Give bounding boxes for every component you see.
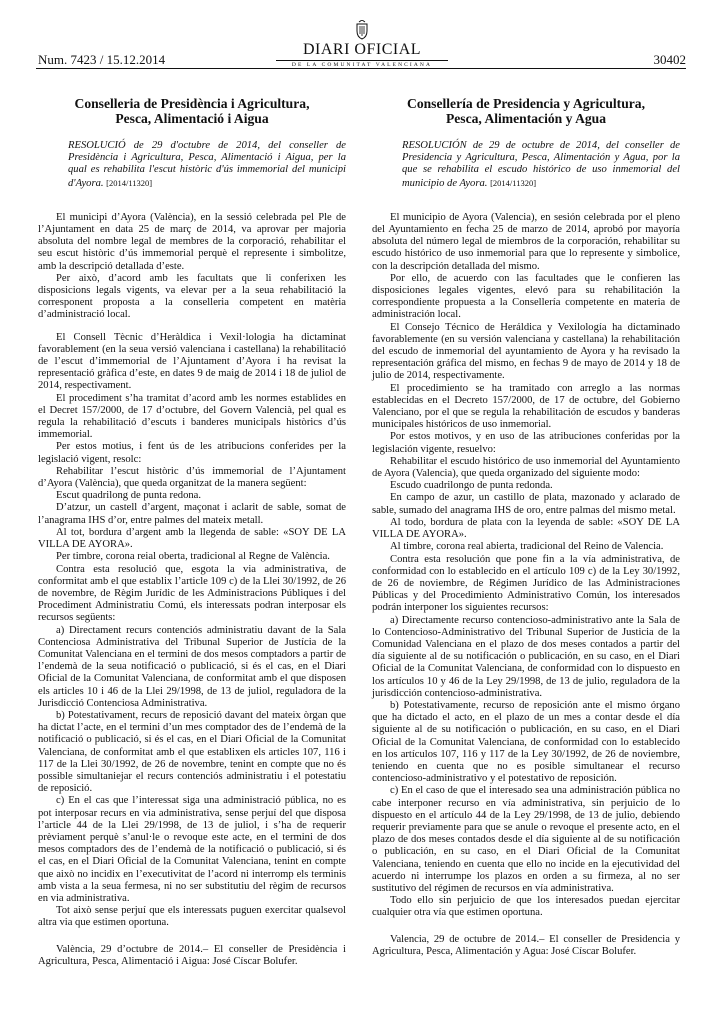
body-paragraph: Por ello, de acuerdo con las facultades que le confieren las disposiciones legales vigentes, elevó para su rehabilitación la correspondiente propuesta a la Consellería competente en materia de administración local. <box>372 272 680 321</box>
heading-line-2: Pesca, Alimentació i Aigua <box>115 111 269 126</box>
page-header <box>0 0 724 72</box>
body-paragraph: Tot això sense perjuí que els interessats puguen exercitar qualsevol altra via que estimen oportuna. <box>38 905 346 929</box>
heading-line-1: Conselleria de Presidència i Agricultura, <box>74 96 310 111</box>
heading-line-1: Consellería de Presidencia y Agricultura, <box>407 96 645 111</box>
body-paragraph: Per això, d’acord amb les facultats que li conferixen les disposicions legals vigents, va elevar per a la seua rehabilitació la corresponent proposta a la conselleria competent en matèria d’administració local. <box>38 272 346 321</box>
diari-oficial-logo <box>276 20 448 68</box>
body-paragraph: Al todo, bordura de plata con la leyenda de sable: «SOY DE LA VILLA DE AYORA». <box>372 516 680 541</box>
body-paragraph: Al timbre, corona real abierta, tradicional del Reino de Valencia. <box>390 541 664 553</box>
body-paragraph: a) Directament recurs contenciós administratiu davant de la Sala Contenciosa Administrativa del Tribunal Superior de Justícia de la Comunitat Valenciana en el termini de dos mesos comptadors a partir de l’endemà de la seua notificació o publicació, si és el cas, en el Diari Oficial de la Comunitat Valenciana, de conformitat amb el que disposen els articles 10 i 46 de la Llei 29/1998, de 13 de juliol, reguladora de la Jurisdicció Contenciosa Administrativa. <box>38 624 346 709</box>
resolution-ref: [2014/11320] <box>106 177 153 188</box>
body-paragraph: Escudo cuadrilongo de punta redonda. <box>390 480 553 492</box>
body-paragraph: b) Potestativament, recurs de reposició davant del mateix òrgan que ha dictat l’acte, en el termini d’un mes comptador des de l’endemà de la notificació o publicació, si és el cas, en el Diari Oficial de la Comunitat Valenciana, de conformitat amb el que establixen els articles 107, 116 i 117 de la Llei 30/1992, de 26 de novembre, tenint en compte que no és possible simultaniejar el recurs contenciós administratiu i el potestatiu de reposició. <box>38 709 346 795</box>
body-paragraph: Todo ello sin perjuicio de que los interesados puedan ejercitar cualquier otra vía que estimen oportuna. <box>372 895 680 919</box>
body-paragraph: Rehabilitar el escudo histórico de uso inmemorial del Ayuntamiento de Ayora (Valencia), que queda organizado del siguiente modo: <box>372 455 680 480</box>
body-paragraph: El Consejo Técnico de Heráldica y Vexilología ha dictaminado favorablemente (en su versión valenciana y castellana) la rehabilitación del escudo de inmemorial del ayuntamiento de Ayora y ha revisado la representación gráfica del mismo, en fechas 9 de mayo de 2014 y 18 de julio de 2014, respectivamente. <box>372 321 680 382</box>
body-paragraph: a) Directamente recurso contencioso-administrativo ante la Sala de lo Contencioso-Administrativo del Tribunal Superior de Justicia de la Comunidad Valenciana en el plazo de dos meses contados a partir del día siguiente al de su notificación o publicación, en su caso, en el Diari Oficial de la Comunitat Valenciana, de conformidad con lo dispuesto en los artículos 10 y 46 de la Ley 29/1998, de 13 de julio, reguladora de la jurisdicción contencioso-administrativa. <box>372 614 680 699</box>
body-paragraph: Per estos motius, i fent ús de les atribucions conferides per la legislació vigent, resolc: <box>38 441 346 465</box>
body-paragraph: Contra esta resolución que pone fin a la vía administrativa, de conformidad con lo establecido en el artículo 109 c) de la Ley 30/1992, de 26 de noviembre, de Régimen Jurídico de las Administraciones Públicas y del Procedimiento Administrativo Común, los interesados podrán interponer los siguientes recursos: <box>372 553 680 614</box>
logo-title: DIARI OFICIAL <box>302 41 422 58</box>
department-heading <box>372 96 680 126</box>
signature: València, 29 d’octubre de 2014.– El conseller de Presidència i Agricultura, Pesca, Alimentació i Aigua: José Císcar Bolufer. <box>38 943 346 967</box>
body-paragraph: Contra esta resolució que, esgota la via administrativa, de conformitat amb el que establix l’article 109 c) de la Llei 30/1992, de 26 de novembre, de Règim Jurídic de les Administracions Públiques i del Procediment Administratiu Comú, els interessats podran interposar els recursos següents: <box>38 563 346 624</box>
resolution-summary <box>68 140 346 190</box>
spanish-column <box>372 96 680 958</box>
signature: Valencia, 29 de octubre de 2014.– El conseller de Presidencia y Agricultura, Pesca, Alimentación y Agua: José Císcar Bolufer. <box>372 933 680 957</box>
valencian-column <box>38 96 346 968</box>
body-paragraph: El municipi d’Ayora (València), en la sessió celebrada pel Ple de l’Ajuntament en data 25 de març de 2014, va aprovar per majoria absoluta del nombre legal de membres de la corporació, rehabilitar el seu escut històric d’ús immemorial perquè el represente i simbolitze, amb la descripció detallada d’este. <box>38 211 346 272</box>
department-heading <box>38 96 346 126</box>
header-rule <box>36 68 686 69</box>
body-paragraph: Per timbre, corona reial oberta, tradicional al Regne de València. <box>56 551 330 563</box>
body-paragraph: El municipio de Ayora (Valencia), en sesión celebrada por el pleno del Ayuntamiento en fecha 25 de marzo de 2014, aprobó por mayoría absoluta del número legal de miembros de la corporación, rehabilitar su escudo histórico de uso inmemorial para que lo represente y simbolice, con la descripción detallada del mismo. <box>372 211 680 272</box>
body-paragraph: c) En el cas que l’interessat siga una administració pública, no es pot interposar recurs en via administrativa, sense perjuí del que disposa l’article 44 de la Llei 29/1998, de 13 de juliol, i s’ha de requerir prèviament perquè s’anul·le o revoque este acte, en el termini de dos mesos comptadors des de l’endemà de la notificació o publicació, si és el cas, en el Diari Oficial de la Comunitat Valenciana, tenint en compte que això no incidix en l’executivitat de l’acord ni interromp els terminis amb vista a la seua fermesa, ni no ser substitutiu del règim de recursos en via administrativa. <box>38 795 346 904</box>
body-paragraph: b) Potestativamente, recurso de reposición ante el mismo órgano que ha dictado el acto, en el plazo de un mes a contar desde el día siguiente al de su notificación o publicación, en su caso, en el Diari Oficial de la Comunitat Valenciana, de conformidad con lo establecido en los artículos 107, 116 y 117 de la Ley 30/1992, de 26 de noviembre, teniendo en cuenta que no es posible simultanear el recurso contencioso-administrativo y el potestativo de reposición. <box>372 699 680 785</box>
coat-of-arms-icon <box>354 20 370 40</box>
resolution-text: RESOLUCIÓN de 29 de octubre de 2014, del conseller de Presidencia y Agricultura, Pesca, Alimentación y Agua, por la que se rehabilita el escudo histórico de uso inmemorial del municipio de Ayora. <box>402 140 680 189</box>
body-paragraph: El procedimiento se ha tramitado con arreglo a las normas establecidas en el Decreto 157/2000, de 17 de octubre, del Gobierno Valenciano, por el que se regula la rehabilitación de escudos y banderas municipales históricos de uso inmemorial. <box>372 382 680 431</box>
page-number: 30402 <box>653 52 686 67</box>
body-paragraph: El procediment s’ha tramitat d’acord amb les normes establides en el Decret 157/2000, de 17 d’octubre, del Govern Valencià, pel qual es regula la rehabilitació d’escuts i banderes municipals històrics d’ús immemorial. <box>38 392 346 441</box>
resolution-ref: [2014/11320] <box>490 177 537 188</box>
logo-subtitle: DE LA COMUNITAT VALENCIANA <box>291 62 433 68</box>
heading-line-2: Pesca, Alimentación y Agua <box>445 111 607 126</box>
body-paragraph: Escut quadrilong de punta redona. <box>56 490 202 502</box>
body-paragraph: Por estos motivos, y en uso de las atribuciones conferidas por la legislación vigente, resuelvo: <box>372 431 680 455</box>
body-paragraph: c) En el caso de que el interesado sea una administración pública no cabe interponer recurso en vía administrativa, sin perjuicio de lo dispuesto en el artículo 44 de la Ley 29/1998, de 13 de julio, debiendo requerir previamente para que se anule o revoque el presente acto, en el plazo de dos meses contados desde el día siguiente al de su notificación o publicación, en su caso, en el Diari Oficial de la Comunitat Valenciana, teniendo en cuenta que ello no incide en la ejecutividad del acuerdo ni interrumpe los plazos en orden a su firmeza, al no ser sustitutivo del régimen de recursos en vía administrativa. <box>372 785 680 894</box>
resolution-summary <box>402 140 680 190</box>
body-paragraph: Rehabilitar l’escut històric d’ús immemorial de l’Ajuntament d’Ayora (València), que queda organitzat de la manera següent: <box>38 465 346 490</box>
resolution-text: RESOLUCIÓ de 29 d'octubre de 2014, del conseller de Presidència i Agricultura, Pesca, Alimentació i Aigua, per la qual es rehabilita l'escut històric d'ús immemorial del municipi d'Ayora. <box>68 140 346 189</box>
issue-number-date: Num. 7423 / 15.12.2014 <box>38 52 166 67</box>
body-paragraph: D’atzur, un castell d’argent, maçonat i aclarit de sable, somat de l’anagrama IHS d’or, entre palmes del mateix metall. <box>38 502 346 526</box>
body-paragraph: En campo de azur, un castillo de plata, mazonado y aclarado de sable, sumado del anagrama IHS de oro, entre palmas del mismo metal. <box>372 492 680 516</box>
body-paragraph: Al tot, bordura d’argent amb la llegenda de sable: «SOY DE LA VILLA DE AYORA». <box>38 526 346 551</box>
body-paragraph: El Consell Tècnic d’Heràldica i Vexil·lologia ha dictaminat favorablement (en la seua versió valenciana i castellana) la rehabilitació de l’escut d’immemorial de l’Ajuntament d’Ayora i ha revisat la representació gràfica d’este, en dates 9 de maig de 2014 i 18 de juliol de 2014, respectivament. <box>38 331 346 392</box>
